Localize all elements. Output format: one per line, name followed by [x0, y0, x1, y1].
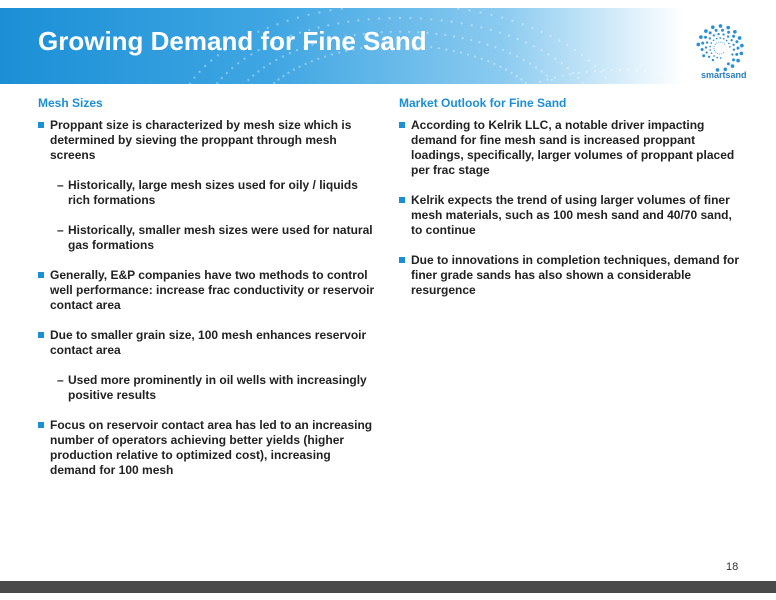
- decor-dot: [574, 49, 576, 51]
- bullet-item: [399, 193, 744, 238]
- logo-dot: [722, 42, 723, 43]
- decor-dot: [252, 74, 254, 76]
- decor-dot: [487, 60, 489, 62]
- logo-dot: [732, 44, 734, 46]
- decor-dot: [499, 32, 501, 34]
- decor-dot: [470, 39, 472, 41]
- decor-dot: [282, 75, 284, 77]
- decor-dot: [566, 44, 568, 46]
- decor-dot: [550, 79, 552, 81]
- decor-dot: [572, 72, 574, 74]
- decor-dot: [438, 47, 440, 49]
- decor-dot: [627, 69, 629, 71]
- logo-dot: [717, 33, 719, 35]
- decor-dot: [529, 62, 531, 64]
- decor-dot: [193, 77, 195, 79]
- decor-dot: [287, 72, 289, 74]
- decor-dot: [368, 18, 370, 20]
- page-number: 18: [726, 561, 739, 573]
- sub-bullet-item: [38, 178, 380, 208]
- bullet-text: Historically, large mesh sizes used for oily / liquids rich formations: [68, 178, 358, 207]
- logo-dot: [710, 42, 712, 44]
- decor-dot: [311, 60, 313, 62]
- decor-dot: [430, 46, 432, 48]
- decor-dot: [474, 55, 476, 57]
- decor-dot: [520, 78, 522, 80]
- decor-dot: [461, 22, 463, 24]
- decor-dot: [594, 65, 596, 67]
- square-bullet-icon: [38, 122, 44, 128]
- decor-dot: [652, 71, 654, 73]
- logo-dot: [726, 40, 728, 42]
- decor-dot: [481, 58, 483, 60]
- decor-dot: [546, 78, 548, 80]
- decor-dot: [216, 82, 218, 84]
- logo-dot: [727, 31, 730, 34]
- logo-dot: [730, 39, 732, 41]
- decor-dot: [582, 82, 584, 84]
- bullet-text: Focus on reservoir contact area has led to an increasing number of operators achieving better yields (higher production relative to optimized cost), increasing demand for 100 mesh: [50, 418, 373, 477]
- decor-dot: [535, 66, 537, 68]
- decor-dot: [505, 69, 507, 71]
- decor-dot: [644, 70, 646, 72]
- bullet-item: [38, 328, 380, 358]
- left-column: [38, 96, 380, 493]
- decor-dot: [525, 41, 527, 43]
- bullet-item: [38, 268, 380, 313]
- decor-dot: [561, 62, 563, 64]
- decor-dot: [567, 67, 569, 69]
- decor-dot: [409, 17, 411, 19]
- decor-dot: [581, 54, 583, 56]
- logo-dot: [720, 57, 722, 59]
- decor-dot: [471, 24, 473, 26]
- decor-dot: [198, 71, 200, 73]
- logo-dot: [715, 29, 718, 32]
- bullet-text: Historically, smaller mesh sizes were used for natural gas formations: [68, 223, 373, 252]
- decor-dot: [501, 17, 503, 19]
- decor-dot: [453, 50, 455, 52]
- bullet-text: Kelrik expects the trend of using larger volumes of finer mesh materials, such as 100 mesh sand and 40/70 sand, to continue: [411, 193, 732, 237]
- decor-dot: [378, 17, 380, 19]
- logo-dot: [709, 31, 712, 34]
- decor-dot: [357, 19, 359, 21]
- decor-dot: [304, 63, 306, 65]
- decor-dot: [539, 81, 541, 83]
- decor-dot: [540, 31, 542, 33]
- decor-dot: [676, 75, 678, 77]
- logo-dot: [735, 40, 738, 43]
- slide-title: Growing Demand for Fine Sand: [38, 26, 427, 56]
- decor-dot: [457, 8, 459, 10]
- decor-dot: [347, 21, 349, 23]
- decor-dot: [609, 83, 611, 85]
- logo-dot: [720, 42, 721, 43]
- decor-dot: [263, 66, 265, 68]
- right-bullet-list: [399, 118, 744, 298]
- logo-dot: [726, 26, 730, 30]
- logo-dot: [704, 36, 707, 39]
- logo-dot: [733, 49, 735, 51]
- logo-dot: [722, 33, 724, 35]
- logo-dot: [713, 34, 715, 36]
- bullet-text: Used more prominently in oil wells with increasingly positive results: [68, 373, 367, 402]
- bullet-item: [38, 418, 380, 478]
- right-column-heading: Market Outlook for Fine Sand: [399, 96, 567, 110]
- logo-dot: [708, 56, 710, 58]
- square-bullet-icon: [38, 332, 44, 338]
- decor-dot: [286, 20, 288, 22]
- sub-bullet-item: [38, 223, 380, 253]
- dash-marker: –: [57, 223, 64, 237]
- decor-dot: [540, 70, 542, 72]
- decor-dot: [451, 21, 453, 23]
- decor-dot: [341, 8, 343, 10]
- logo-dot: [735, 53, 738, 56]
- bullet-text: Generally, E&P companies have two methods to control well performance: increase frac conductivity or reservoir contact area: [50, 268, 375, 312]
- decor-dot: [297, 17, 299, 19]
- logo-dot: [736, 59, 740, 63]
- decor-dot: [445, 48, 447, 50]
- decor-dot: [247, 79, 249, 81]
- decor-dot: [420, 17, 422, 19]
- decor-dot: [277, 78, 279, 80]
- right-column: [399, 96, 744, 313]
- decor-dot: [660, 72, 662, 74]
- decor-dot: [460, 51, 462, 53]
- decor-dot: [569, 73, 571, 75]
- decor-dot: [577, 77, 579, 79]
- decor-dot: [435, 33, 437, 35]
- decor-dot: [399, 17, 401, 19]
- logo-dot: [719, 37, 721, 39]
- dash-marker: –: [57, 178, 64, 192]
- decor-dot: [558, 39, 560, 41]
- decor-dot: [269, 62, 271, 64]
- decor-dot: [210, 59, 212, 61]
- logo-dot: [709, 46, 711, 48]
- decor-dot: [540, 49, 542, 51]
- decor-dot: [636, 69, 638, 71]
- logo-dot: [727, 62, 730, 65]
- logo-dot: [714, 48, 715, 49]
- logo-dot: [706, 51, 708, 53]
- logo-dot: [727, 35, 729, 37]
- logo-dot: [715, 52, 716, 53]
- square-bullet-icon: [38, 272, 44, 278]
- decor-dot: [329, 9, 331, 11]
- logo-dot: [711, 52, 713, 54]
- logo-dot: [699, 35, 703, 39]
- decor-dot: [273, 82, 275, 84]
- decor-dot: [293, 69, 295, 71]
- decor-dot: [337, 22, 339, 24]
- decor-dot: [516, 38, 518, 40]
- logo-dot: [714, 46, 715, 47]
- logo-dot: [701, 42, 704, 45]
- logo-dot: [732, 35, 735, 38]
- decor-dot: [531, 27, 533, 29]
- decor-dot: [516, 55, 518, 57]
- decor-dot: [547, 53, 549, 55]
- decor-dot: [610, 69, 612, 71]
- logo-dot: [718, 42, 719, 43]
- logo-dot: [719, 54, 720, 55]
- square-bullet-icon: [399, 197, 405, 203]
- decor-dot: [480, 26, 482, 28]
- decor-dot: [490, 14, 492, 16]
- logo-dot: [729, 46, 731, 48]
- decor-dot: [546, 74, 548, 76]
- logo-dot: [715, 44, 716, 45]
- logo-dot: [705, 46, 707, 48]
- decor-dot: [509, 52, 511, 54]
- decor-dot: [588, 59, 590, 61]
- logo-dot: [721, 29, 724, 32]
- square-bullet-icon: [38, 422, 44, 428]
- decor-dot: [533, 45, 535, 47]
- decor-dot: [602, 69, 604, 71]
- decor-dot: [388, 17, 390, 19]
- decor-dot: [478, 41, 480, 43]
- logo-dot: [740, 44, 744, 48]
- decor-dot: [257, 70, 259, 72]
- decor-dot: [508, 35, 510, 37]
- bullet-text: According to Kelrik LLC, a notable driver impacting demand for fine mesh sand is increased proppant loadings, specifically, larger volumes of proppant placed per frac stage: [411, 118, 735, 177]
- decor-dot: [577, 72, 579, 74]
- decor-dot: [231, 67, 233, 69]
- logo-dot: [716, 57, 718, 59]
- logo-dot: [714, 50, 715, 51]
- decor-dot: [554, 76, 556, 78]
- left-column-heading: Mesh Sizes: [38, 96, 103, 110]
- decor-dot: [307, 14, 309, 16]
- logo-dot: [723, 52, 724, 53]
- square-bullet-icon: [399, 122, 405, 128]
- decor-dot: [243, 58, 245, 60]
- decor-dot: [511, 20, 513, 22]
- decor-dot: [502, 49, 504, 51]
- decor-dot: [468, 9, 470, 11]
- decor-dot: [318, 11, 320, 13]
- decor-dot: [453, 35, 455, 37]
- decor-dot: [515, 75, 517, 77]
- bullet-item: [38, 118, 380, 163]
- logo-dot: [702, 54, 705, 57]
- slide-header-banner: [0, 8, 776, 84]
- sub-bullet-item: [38, 373, 380, 403]
- logo-text: smartsand: [701, 70, 747, 80]
- decor-dot: [549, 35, 551, 37]
- logo-dot: [696, 43, 700, 47]
- logo-dot: [716, 43, 717, 44]
- logo-dot: [709, 49, 711, 51]
- logo-dot: [709, 37, 711, 39]
- decor-dot: [462, 37, 464, 39]
- bullet-item: [399, 118, 744, 178]
- logo-dot: [712, 59, 714, 61]
- logo-dot: [717, 53, 718, 54]
- decor-dot: [619, 69, 621, 71]
- decor-dot: [490, 29, 492, 31]
- logo-dot: [719, 24, 723, 28]
- logo-dot: [701, 48, 704, 51]
- logo-dot: [728, 43, 730, 45]
- decor-dot: [226, 72, 228, 74]
- logo-dot: [724, 44, 725, 45]
- decor-dot: [594, 70, 596, 72]
- decor-dot: [467, 53, 469, 55]
- logo-dot: [716, 38, 718, 40]
- decor-dot: [237, 62, 239, 64]
- logo-dot: [738, 36, 742, 40]
- logo-dot: [733, 30, 737, 34]
- decor-dot: [599, 71, 601, 73]
- decor-dot: [604, 77, 606, 79]
- logo-dot: [711, 25, 715, 29]
- decor-dot: [562, 75, 564, 77]
- decor-dot: [525, 82, 527, 84]
- logo-dot: [731, 53, 733, 55]
- decor-dot: [486, 43, 488, 45]
- bullet-text: Due to smaller grain size, 100 mesh enhances reservoir contact area: [50, 328, 367, 357]
- square-bullet-icon: [399, 257, 405, 263]
- decor-dot: [479, 11, 481, 13]
- decor-dot: [668, 73, 670, 75]
- decor-dot: [554, 58, 556, 60]
- logo-dot: [732, 58, 735, 61]
- decor-dot: [684, 76, 686, 78]
- decor-dot: [204, 65, 206, 67]
- decor-dot: [317, 58, 319, 60]
- decor-dot: [444, 34, 446, 36]
- logo-dot: [713, 39, 715, 41]
- logo-dot: [721, 53, 722, 54]
- logo-dot: [706, 41, 708, 43]
- decor-dot: [523, 59, 525, 61]
- bullet-text: Due to innovations in completion techniques, demand for finer grade sands has also shown a considerable resurgence: [411, 253, 740, 297]
- decor-dot: [493, 63, 495, 65]
- decor-dot: [499, 66, 501, 68]
- logo-dot: [739, 52, 743, 56]
- decor-dot: [494, 46, 496, 48]
- logo-dot: [723, 38, 725, 40]
- bullet-item: [399, 253, 744, 298]
- decor-dot: [430, 18, 432, 20]
- decor-dot: [221, 77, 223, 79]
- logo-dot: [713, 55, 715, 57]
- decor-dot: [440, 19, 442, 21]
- logo-dot: [731, 64, 735, 68]
- footer-bar: [0, 581, 776, 593]
- decor-dot: [521, 23, 523, 25]
- decor-dot: [275, 59, 277, 61]
- decor-dot: [510, 72, 512, 74]
- decor-dot: [298, 66, 300, 68]
- logo-dot: [737, 47, 740, 50]
- logo-dot: [704, 29, 708, 33]
- dash-marker: –: [57, 373, 64, 387]
- decor-dot: [189, 83, 191, 85]
- decor-dot: [586, 71, 588, 73]
- left-bullet-list: [38, 118, 380, 478]
- bullet-text: Proppant size is characterized by mesh size which is determined by sieving the proppant through mesh screens: [50, 118, 352, 162]
